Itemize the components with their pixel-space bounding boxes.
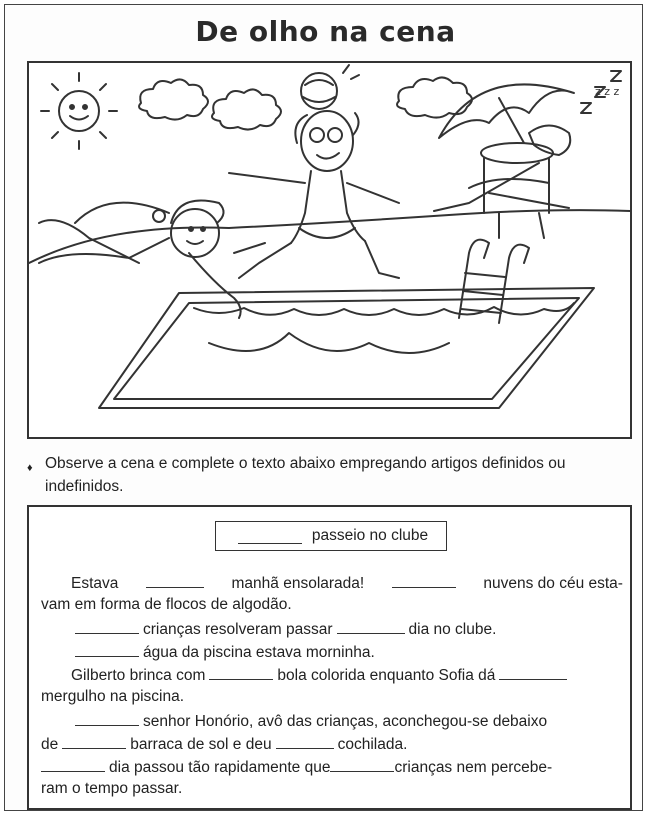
- answer-blank[interactable]: [41, 757, 105, 772]
- text-fragment: dia passou tão rapidamente que: [109, 759, 331, 776]
- exercise-heading: [215, 521, 447, 551]
- boy-figure: [229, 65, 399, 278]
- diamond-bullet-icon: ♦: [27, 462, 33, 474]
- answer-blank[interactable]: [75, 619, 139, 634]
- answer-blank[interactable]: [276, 734, 334, 749]
- answer-blank[interactable]: [238, 529, 302, 544]
- cloud-icon: [139, 79, 208, 119]
- text-fragment: manhã ensolarada!: [231, 575, 365, 592]
- text-line: [41, 780, 623, 798]
- answer-blank[interactable]: [62, 734, 126, 749]
- page-title: De olho na cena: [195, 15, 456, 48]
- text-fragment: senhor Honório, avô das crianças, aconchegou-se debaixo: [143, 713, 548, 730]
- answer-blank[interactable]: [499, 665, 567, 680]
- text-line: [41, 573, 623, 593]
- text-fragment: mergulho na piscina.: [41, 688, 185, 705]
- text-fragment: dia no clube.: [408, 621, 497, 638]
- text-fragment: nuvens do céu esta-: [483, 575, 623, 592]
- pool-scene-drawing: [29, 63, 630, 437]
- answer-blank[interactable]: [330, 757, 394, 772]
- heading-text: passeio no clube: [311, 527, 429, 544]
- answer-blank[interactable]: [337, 619, 405, 634]
- exercise-box: [27, 505, 632, 810]
- pool-ladder-icon: [459, 240, 529, 323]
- text-fragment: cochilada.: [337, 736, 408, 753]
- sun-icon: [41, 73, 117, 149]
- cloud-icon: [397, 77, 472, 117]
- text-fragment: bola colorida enquanto Sofia dá: [277, 667, 496, 684]
- text-fragment: crianças nem percebe-: [394, 759, 553, 776]
- answer-blank[interactable]: [209, 665, 273, 680]
- instruction-block: [27, 452, 637, 498]
- text-line: [41, 665, 649, 685]
- answer-blank[interactable]: [75, 711, 139, 726]
- text-line: [41, 757, 623, 777]
- text-fragment: barraca de sol e deu: [130, 736, 272, 753]
- answer-blank[interactable]: [392, 573, 456, 588]
- text-fragment: de: [41, 736, 59, 753]
- text-fragment: Gilberto brinca com: [71, 667, 206, 684]
- text-line: [41, 619, 649, 639]
- text-fragment: vam em forma de flocos de algodão.: [41, 596, 292, 613]
- girl-figure: [39, 201, 241, 319]
- pool-scene-illustration: [27, 61, 632, 439]
- cloud-icon: [212, 89, 281, 129]
- text-fragment: ram o tempo passar.: [41, 780, 183, 797]
- swimming-pool: [99, 288, 594, 408]
- text-line: [41, 688, 623, 706]
- text-line: [41, 711, 649, 731]
- instruction-text: Observe a cena e complete o texto abaixo empregando artigos definidos ou indefinidos.: [45, 455, 566, 495]
- text-fragment: Estava: [71, 575, 119, 592]
- snore-text: z z z: [595, 85, 620, 98]
- text-fragment: crianças resolveram passar: [143, 621, 333, 638]
- lounge-chair-with-sleeping-man: [434, 71, 621, 238]
- text-fragment: água da piscina estava morninha.: [143, 644, 375, 661]
- worksheet-page: [4, 4, 643, 811]
- text-line: [41, 734, 623, 754]
- answer-blank[interactable]: [75, 642, 139, 657]
- text-line: [41, 596, 623, 614]
- text-line: [41, 642, 649, 662]
- answer-blank[interactable]: [146, 573, 204, 588]
